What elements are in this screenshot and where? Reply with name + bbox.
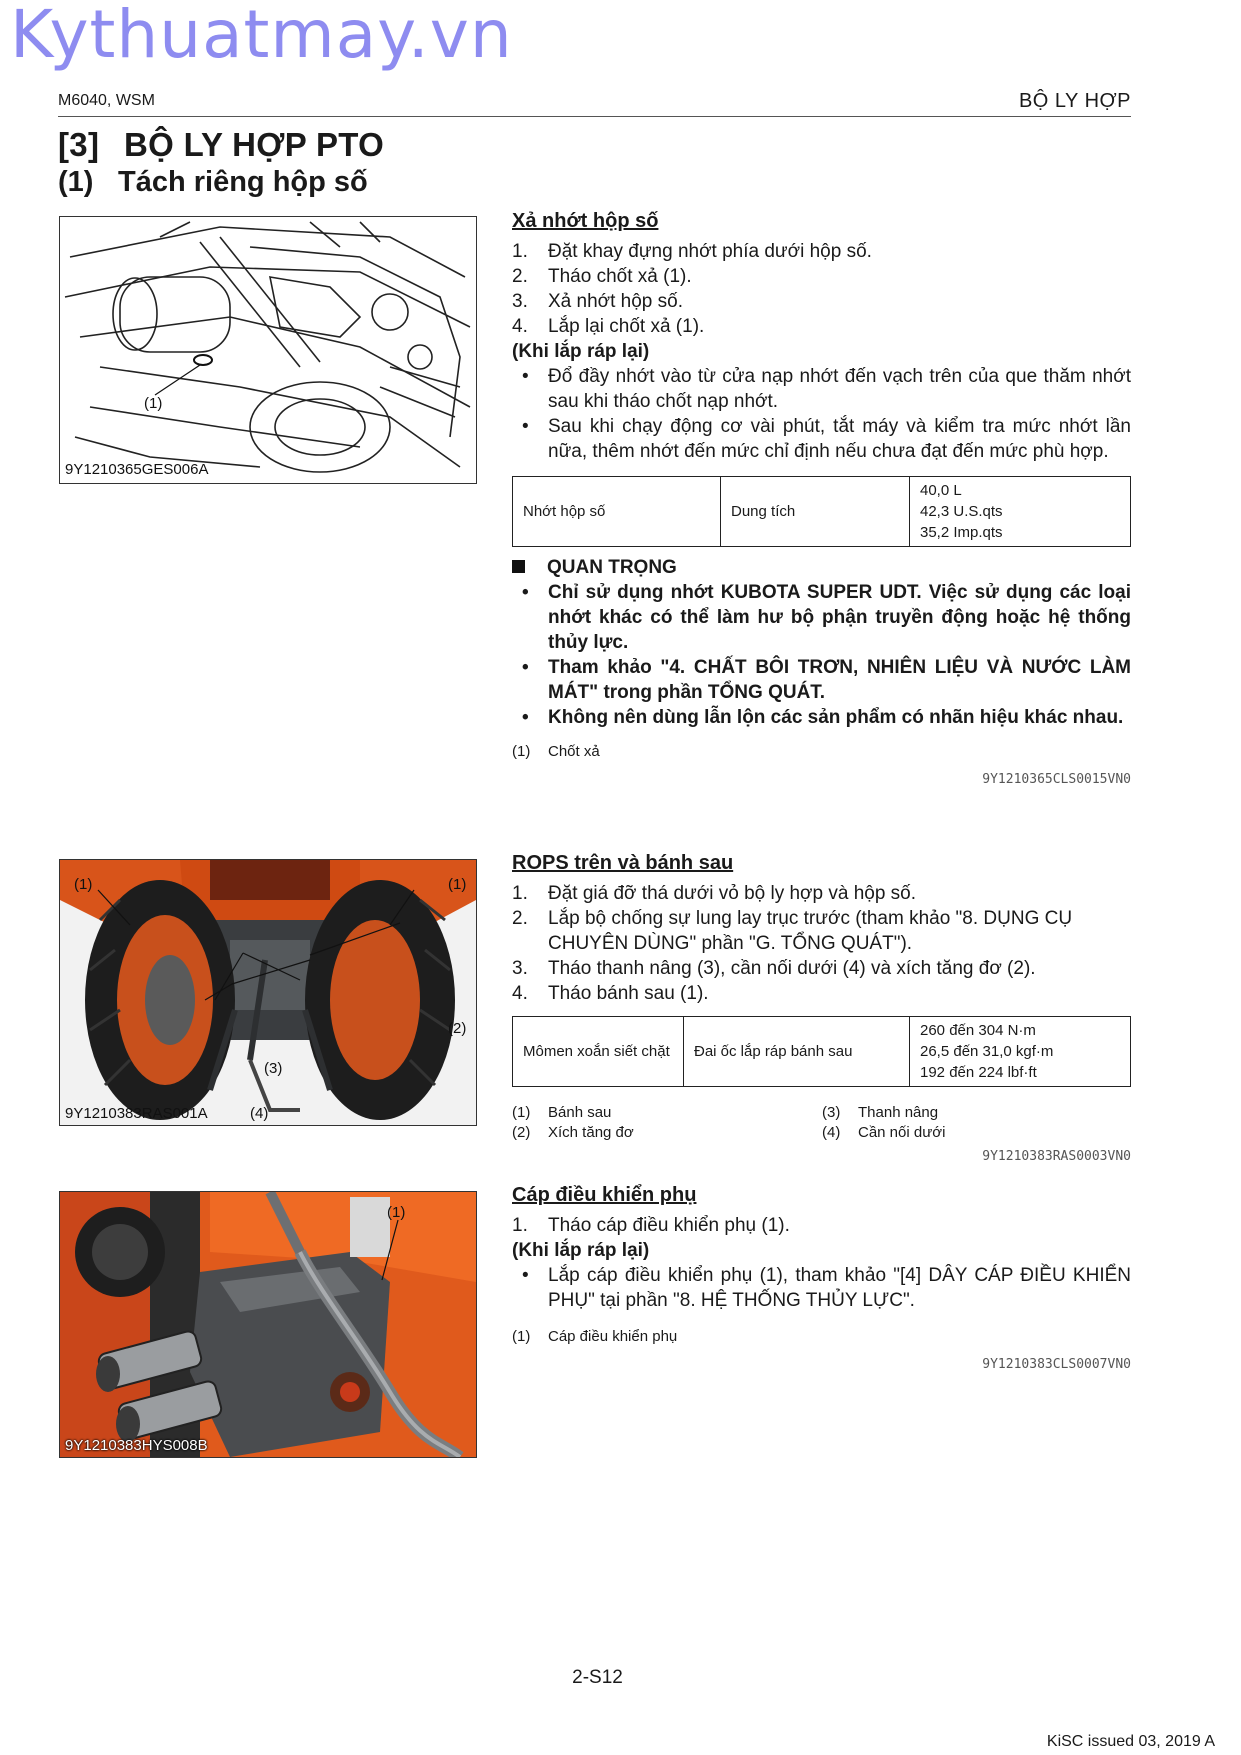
figure-callout: (1) (144, 395, 163, 412)
legend (512, 1103, 1131, 1143)
step-item: 1. Đặt giá đỡ thá dưới vỏ bộ ly hợp và hộp số. (512, 883, 917, 904)
bullet-item: • Không nên dùng lẫn lộn các sản phẩm có nhãn hiệu khác nhau. (512, 705, 1131, 730)
legend: (1) Chốt xả (512, 743, 600, 760)
spec-values: 260 đến 304 N·m 26,5 đến 31,0 kgf·m 192 đến 224 lbf·ft (910, 1017, 1131, 1087)
figure-callout: (2) (448, 1020, 467, 1037)
header-model: M6040, WSM (58, 92, 155, 109)
legend-item: (2) Xích tăng đơ (512, 1124, 634, 1141)
important-title: QUAN TRỌNG (512, 555, 1131, 580)
reassembly-list (512, 364, 1131, 464)
bullet-item: • Đổ đầy nhớt vào từ cửa nạp nhớt đến vạch trên của que thăm nhớt sau khi tháo chốt nạp nhớt. (512, 364, 1131, 414)
bullet-item: • Lắp cáp điều khiển phụ (1), tham khảo "[4] DÂY CÁP ĐIỀU KHIỂN PHỤ" tại phần "8. HỆ THỐNG THỦY LỰC". (512, 1263, 1131, 1313)
block-control-cable (512, 1184, 1131, 1372)
legend-item: (4) Cần nối dưới (822, 1124, 946, 1141)
rear-wheels-photo (60, 860, 476, 1125)
figure-code: 9Y1210365GES006A (65, 461, 209, 478)
step-item: 3. Xả nhớt hộp số. (512, 291, 683, 312)
legend-item: (1) Bánh sau (512, 1104, 612, 1121)
step-item: 3. Tháo thanh nâng (3), cần nối dưới (4) và xích tăng đơ (2). (512, 958, 1036, 979)
drain-plug-illustration (60, 217, 476, 483)
page-number: 2-S12 (572, 1667, 623, 1688)
spec-table-torque (512, 1016, 1131, 1087)
step-item: 2. Lắp bộ chống sự lung lay trục trước (tham khảo "8. DỤNG CỤ CHUYÊN DÙNG" phần "G. TỔNG QUÁT"). (512, 908, 1073, 954)
reassembly-list (512, 1263, 1131, 1313)
step-item: 4. Tháo bánh sau (1). (512, 983, 709, 1004)
header-chapter: BỘ LY HỢP (1018, 90, 1131, 112)
spec-values: 40,0 L 42,3 U.S.qts 35,2 Imp.qts (910, 477, 1131, 547)
square-bullet-icon (512, 560, 525, 573)
spec-item: Mômen xoắn siết chặt (513, 1017, 684, 1087)
drain-plug-mark (194, 355, 212, 365)
step-item: 4. Lắp lại chốt xả (1). (512, 316, 705, 337)
bullet-item: • Sau khi chạy động cơ vài phút, tắt máy và kiểm tra mức nhớt lần nữa, thêm nhớt đến mức chỉ định nếu chưa đạt đến mức phù hợp. (512, 414, 1131, 464)
figure-code: 9Y1210383HYS008B (65, 1437, 208, 1454)
figure-rear-wheels (59, 859, 477, 1126)
issue-note: KiSC issued 03, 2019 A (1046, 1733, 1215, 1750)
legend-item: (3) Thanh nâng (822, 1104, 939, 1121)
step-item: 2. Tháo chốt xả (1). (512, 266, 692, 287)
spec-item: Nhớt hộp số (513, 477, 721, 547)
reference-code: 9Y1210383RAS0003VN0 (982, 1149, 1131, 1164)
important-list (512, 580, 1131, 730)
bullet-item: • Chỉ sử dụng nhớt KUBOTA SUPER UDT. Việc sử dụng các loại nhớt khác có thể làm hư bộ phận truyền động hoặc hệ thống thủy lực. (512, 580, 1131, 655)
bullet-item: • Tham khảo "4. CHẤT BÔI TRƠN, NHIÊN LIỆU VÀ NƯỚC LÀM MÁT" trong phần TỔNG QUÁT. (512, 655, 1131, 705)
block-title: Xả nhớt hộp số (512, 210, 659, 232)
block-title: Cáp điều khiển phụ (512, 1184, 697, 1206)
spec-parameter: Đai ốc lắp ráp bánh sau (684, 1017, 910, 1087)
figure-callout: (1) (448, 876, 467, 893)
subsection-title: Tách riêng hộp số (118, 166, 368, 198)
step-item: 1. Tháo cáp điều khiển phụ (1). (512, 1215, 790, 1236)
figure-code: 9Y1210383RAS001A (65, 1105, 208, 1122)
reassembly-title: (Khi lắp ráp lại) (512, 341, 650, 362)
figure-callout: (1) (387, 1204, 406, 1221)
figure-callout: (4) (250, 1105, 269, 1122)
step-list (512, 881, 1131, 1006)
figure-callout: (1) (74, 876, 93, 893)
step-list (512, 1213, 1131, 1238)
spec-parameter: Dung tích (721, 477, 910, 547)
step-list (512, 239, 1131, 339)
section-title: BỘ LY HỢP PTO (124, 126, 385, 163)
reference-code: 9Y1210383CLS0007VN0 (982, 1357, 1131, 1372)
reassembly-title: (Khi lắp ráp lại) (512, 1240, 650, 1261)
header-rule (58, 116, 1131, 117)
control-cable-photo (60, 1192, 476, 1457)
figure-control-cable (59, 1191, 477, 1458)
watermark: Kythuatmay.vn (10, 0, 513, 73)
spec-table-oil (512, 476, 1131, 547)
block-drain-oil (512, 210, 1131, 787)
step-item: 1. Đặt khay đựng nhớt phía dưới hộp số. (512, 241, 872, 262)
figure-drain-plug (59, 216, 477, 484)
subsection-heading (58, 166, 368, 199)
legend: (1) Cáp điều khiển phụ (512, 1328, 678, 1345)
section-number: [3] (58, 126, 100, 163)
figure-callout: (3) (264, 1060, 283, 1077)
subsection-number: (1) (58, 166, 94, 198)
section-heading (58, 126, 384, 164)
reference-code: 9Y1210365CLS0015VN0 (982, 772, 1131, 787)
block-rops-rear-wheel (512, 852, 1131, 1164)
block-title: ROPS trên và bánh sau (512, 852, 734, 874)
